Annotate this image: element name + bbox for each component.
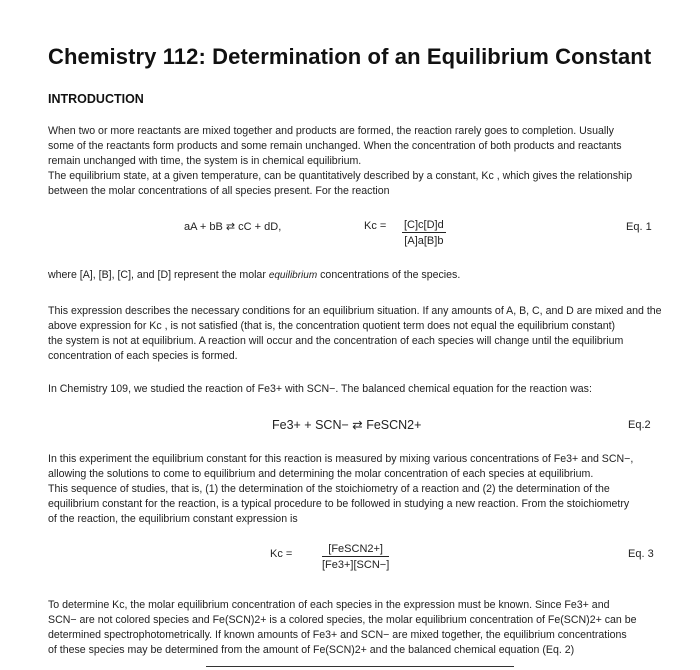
where-paragraph <box>48 268 678 283</box>
expression-line: above expression for Kc , is not satisfied (that is, the concentration quotient term does not equal the equilibrium constant) <box>48 320 616 332</box>
intro-line: between the molar concentrations of all species present. For the reaction <box>48 185 390 197</box>
expression-paragraph <box>48 304 678 364</box>
eq1-k-label: Kc = <box>364 220 387 232</box>
where-text-post: concentrations of the species. <box>320 269 461 281</box>
intro-line: The equilibrium state, at a given temperature, can be quantitatively described by a constant, Kc , which gives the relationship <box>48 170 633 182</box>
where-text-pre: where [A], [B], [C], and [D] represent the molar <box>48 269 266 281</box>
eq2-label: Eq.2 <box>628 419 651 431</box>
eq2-reaction: Fe3+ + SCN− ⇄ FeSCN2+ <box>272 418 422 432</box>
intro-line: remain unchanged with time, the system is in chemical equilibrium. <box>48 155 362 167</box>
experiment-line: of the reaction, the equilibrium constant expression is <box>48 513 298 525</box>
chem109-paragraph <box>48 382 678 397</box>
intro-paragraph <box>48 124 678 199</box>
determine-line: of these species may be determined from the amount of Fe(SCN)2+ and the balanced chemical equation (Eq. 2) <box>48 644 575 656</box>
where-line <box>48 268 678 283</box>
experiment-paragraph <box>48 452 678 527</box>
eq1-label: Eq. 1 <box>626 221 652 233</box>
chem109-line: In Chemistry 109, we studied the reaction of Fe3+ with SCN−. The balanced chemical equation for the reaction was: <box>48 383 592 395</box>
eq1-denominator: [A]a[B]b <box>404 235 444 247</box>
eq3-denominator: [Fe3+][SCN−] <box>322 559 390 571</box>
eq1-numerator: [C]c[D]d <box>404 219 444 231</box>
expression-line: This expression describes the necessary conditions for an equilibrium situation. If any amounts of A, B, C, and D are mixed and the <box>48 305 662 317</box>
intro-line: some of the reactants form products and some remain unchanged. When the concentration of both products and reactants <box>48 140 622 152</box>
eq3-label: Eq. 3 <box>628 548 654 560</box>
determine-line: SCN− are not colored species and Fe(SCN)2+ is a colored species, the molar equilibrium concentration of Fe(SCN)2+ can be <box>48 614 637 626</box>
experiment-line: In this experiment the equilibrium constant for this reaction is measured by mixing various concentrations of Fe3+ and SCN−, <box>48 453 634 465</box>
eq1-fraction <box>402 219 446 247</box>
bottom-rule <box>206 666 514 667</box>
eq1-reaction: aA + bB ⇄ cC + dD, <box>184 221 282 233</box>
expression-line: concentration of each species is formed. <box>48 350 238 362</box>
eq3-fraction <box>322 543 389 571</box>
expression-line: the system is not at equilibrium. A reaction will occur and the concentration of each species will change until the equilibrium <box>48 335 624 347</box>
eq3-numerator: [FeSCN2+] <box>322 543 389 557</box>
determine-line: To determine Kc, the molar equilibrium concentration of each species in the expression must be known. Since Fe3+ and <box>48 599 610 611</box>
experiment-line: equilibrium constant for the reaction, is a typical procedure to be followed in studying a new reaction. From the stoichiometry <box>48 498 630 510</box>
intro-line: When two or more reactants are mixed together and products are formed, the reaction rarely goes to completion. Usually <box>48 125 614 137</box>
where-text-emphasis: equilibrium <box>268 270 318 281</box>
determine-paragraph <box>48 598 678 658</box>
experiment-line: This sequence of studies, that is, (1) the determination of the stoichiometry of a reaction and (2) the determination of the <box>48 483 610 495</box>
eq3-k-label: Kc = <box>270 548 293 560</box>
determine-line: determined spectrophotometrically. If known amounts of Fe3+ and SCN− are mixed together, the equilibrium concentrations <box>48 629 627 641</box>
page-title: Chemistry 112: Determination of an Equilibrium Constant <box>48 44 652 69</box>
section-heading: INTRODUCTION <box>48 92 144 106</box>
experiment-line: allowing the solutions to come to equilibrium and determining the molar concentration of each species at equilibrium. <box>48 468 594 480</box>
